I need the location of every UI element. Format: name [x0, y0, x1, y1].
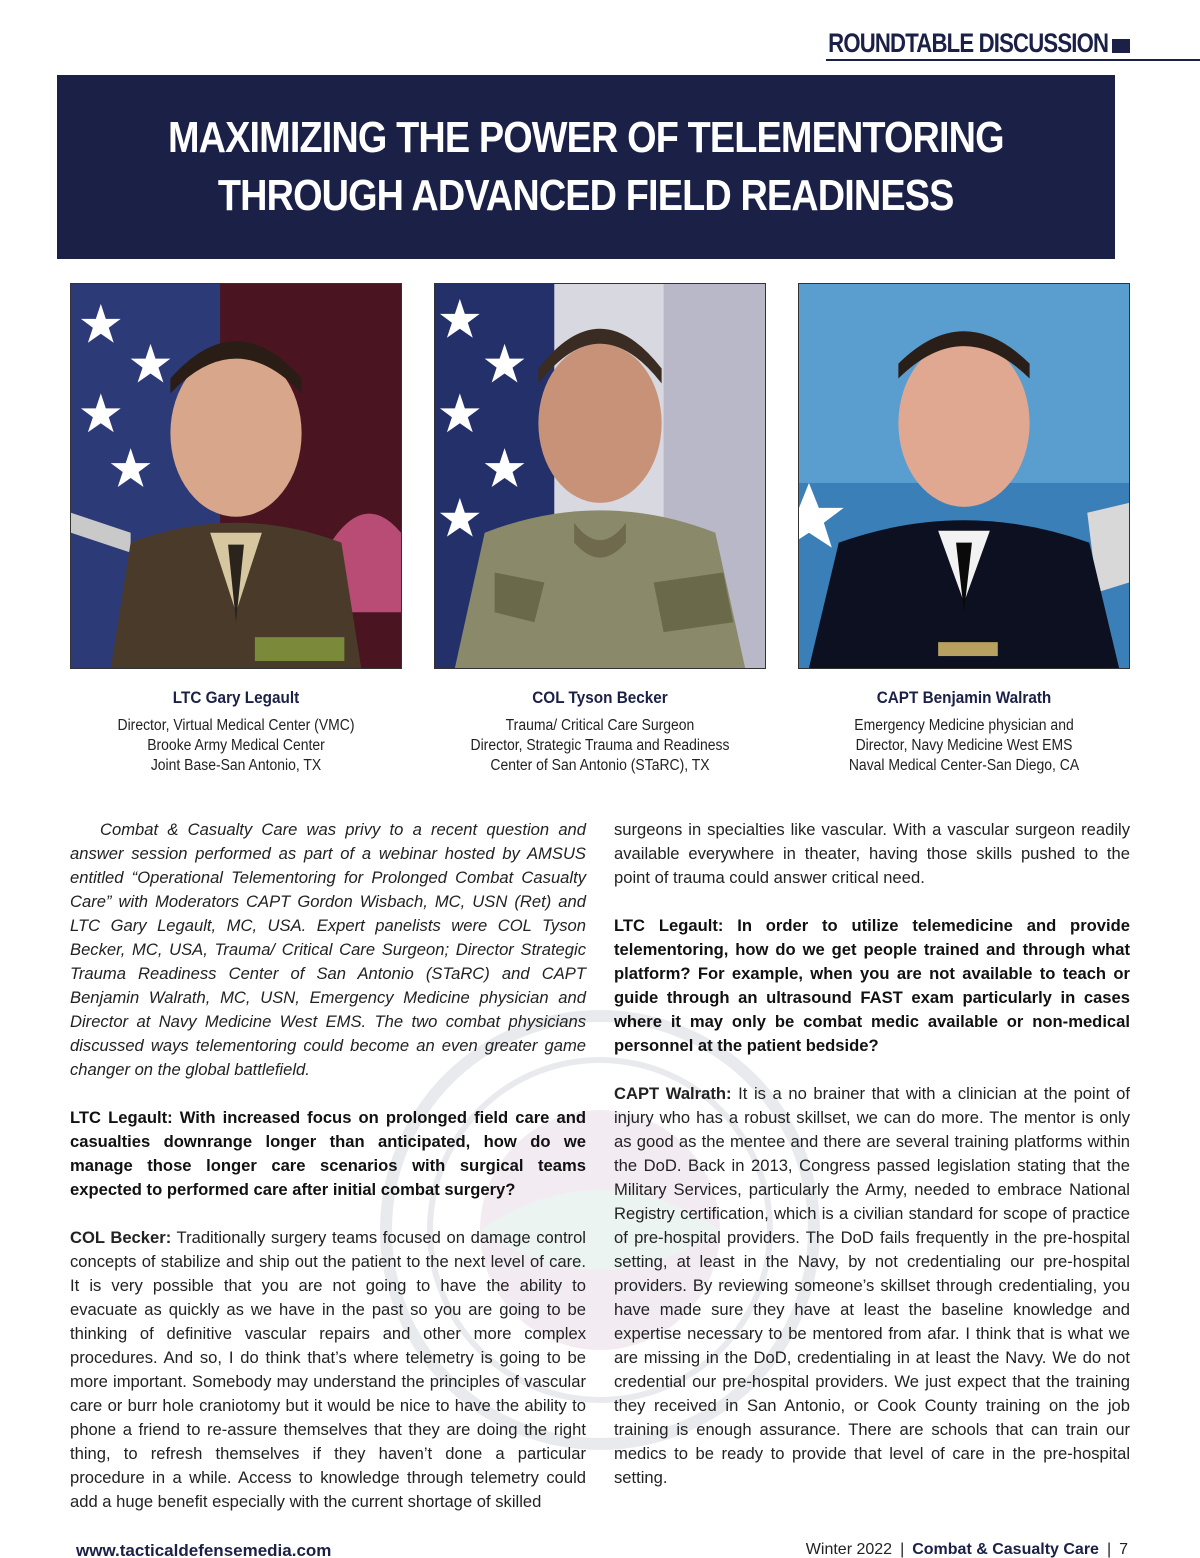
footer-website-link[interactable]: www.tacticaldefensemedia.com: [76, 1541, 332, 1558]
answer-speaker: COL Becker:: [70, 1228, 172, 1247]
title-banner: [57, 75, 1115, 259]
answer-1: [70, 1226, 586, 1514]
panelist-name: LTC Gary Legault: [172, 688, 300, 707]
panelist-title-line: Director, Strategic Trauma and Readiness: [470, 737, 730, 754]
portrait-walrath: [798, 283, 1130, 669]
answer-1-continued: surgeons in specialties like vascular. With a vascular surgeon readily available everywhere in theater, having those skills pushed to the point of trauma could answer critical need.: [614, 820, 1130, 887]
footer-issue: Winter 2022: [805, 1541, 893, 1558]
section-rule: [826, 59, 1200, 61]
section-header: [829, 28, 1130, 59]
panelist-title-line: Emergency Medicine physician and: [854, 717, 1074, 734]
page-number: 7: [1119, 1541, 1128, 1558]
portrait-becker: [434, 283, 766, 669]
answer-text: It is a no brainer that with a clinician at the point of injury who has a robust skillset, we can do more. The mentor is only as good as the mentee and there are several training platforms within the DoD. Back in 2013, Congress passed legislation stating that the Military Services, particularly the Army, needed to embrace National Registry certification, which is a civilian standard for scope of practice of pre-hospital providers. The DoD fails frequently in the pre-hospital setting, at least in the Navy, by not credentialing our pre-hospital providers. By reviewing someone’s skillset through credentialing, you have made sure they have at least the baseline knowledge and expertise necessary to be mentored from afar. I think that is what we are missing in the DoD, credentialing in at least the Navy. We do not credential our pre-hospital providers. We just expect that the training they received in San Antonio, or Cook County training on the job training is enough assurance. There are schools that can train our medics to be ready to provide that level of care in the pre-hospital setting.: [614, 1084, 1130, 1487]
article-column-right: [614, 818, 1130, 1490]
answer-text: Traditionally surgery teams focused on damage control concepts of stabilize and ship out the patient to the next level of care. It is very possible that you are not going to have the ability to evacuate as quickly as we have in the past so you are going to be thinking of definitive vascular repairs and other more complex procedures. And so, I do think that’s where telemetry is going to be more important. Somebody may understand the principles of vascular care or burr hole craniotomy but it would be nice to have the ability to phone a friend to re-assure themselves that they are doing the right thing, to refresh themselves if they haven’t done a particular procedure in a while. Access to knowledge through telemetry could add a huge benefit especially with the current shortage of skilled: [70, 1228, 586, 1511]
panelist-title-line: Director, Virtual Medical Center (VMC): [117, 717, 355, 734]
panelist-title-line: Naval Medical Center-San Diego, CA: [848, 757, 1080, 774]
portrait-legault: [70, 283, 402, 669]
panelist-name: CAPT Benjamin Walrath: [876, 688, 1052, 707]
answer-2: [614, 1082, 1130, 1490]
panelist-legault: [56, 688, 416, 776]
panelist-title-line: Center of San Antonio (STaRC), TX: [490, 757, 710, 774]
panelist-title-line: Joint Base-San Antonio, TX: [150, 757, 322, 774]
panelist-walrath: [784, 688, 1144, 776]
section-marker: [1112, 39, 1130, 53]
footer-separator: |: [1106, 1541, 1112, 1558]
question-2: LTC Legault: In order to utilize telemedicine and provide telementoring, how do we get people trained and through what platform? For example, when you are not available to teach or guide through an ultrasound FAST exam particularly in cases where it may only be combat medic available or non-medical personnel at the patient bedside?: [614, 916, 1130, 1055]
panelist-title-line: Director, Navy Medicine West EMS: [855, 737, 1073, 754]
question-1: LTC Legault: With increased focus on prolonged field care and casualties downrange longer than anticipated, how do we manage those longer care scenarios with surgical teams expected to performed care after initial combat surgery?: [70, 1108, 586, 1199]
panelist-name: COL Tyson Becker: [532, 688, 668, 707]
section-label: ROUNDTABLE DISCUSSION: [828, 28, 1109, 58]
panelist-title-line: Brooke Army Medical Center: [147, 737, 325, 754]
title-line-1: MAXIMIZING THE POWER OF TELEMENTORING: [168, 113, 1004, 162]
footer-separator: |: [900, 1541, 905, 1558]
panelist-becker: [420, 688, 780, 776]
answer-speaker: CAPT Walrath:: [614, 1084, 732, 1103]
title-line-2: THROUGH ADVANCED FIELD READINESS: [218, 171, 954, 220]
article-column-left: [70, 818, 586, 1514]
panelist-title-line: Trauma/ Critical Care Surgeon: [505, 717, 695, 734]
article-intro: Combat & Casualty Care was privy to a recent question and answer session performed as part of a webinar hosted by AMSUS entitled “Operational Telementoring for Prolonged Combat Casualty Care” with Moderators CAPT Gordon Wisbach, MC, USN (Ret) and LTC Gary Legault, MC, USA. Expert panelists were COL Tyson Becker, MC, USA, Trauma/ Critical Care Surgeon; Director Strategic Trauma Readiness Center of San Antonio (STaRC) and CAPT Benjamin Walrath, MC, USN, Emergency Medicine physician and Director at Navy Medicine West EMS. The two combat physicians discussed ways telementoring could become an even greater game changer on the global battlefield.: [70, 820, 586, 1079]
footer-magazine: Combat & Casualty Care: [912, 1541, 1099, 1558]
footer-issue-info: [806, 1541, 1128, 1558]
